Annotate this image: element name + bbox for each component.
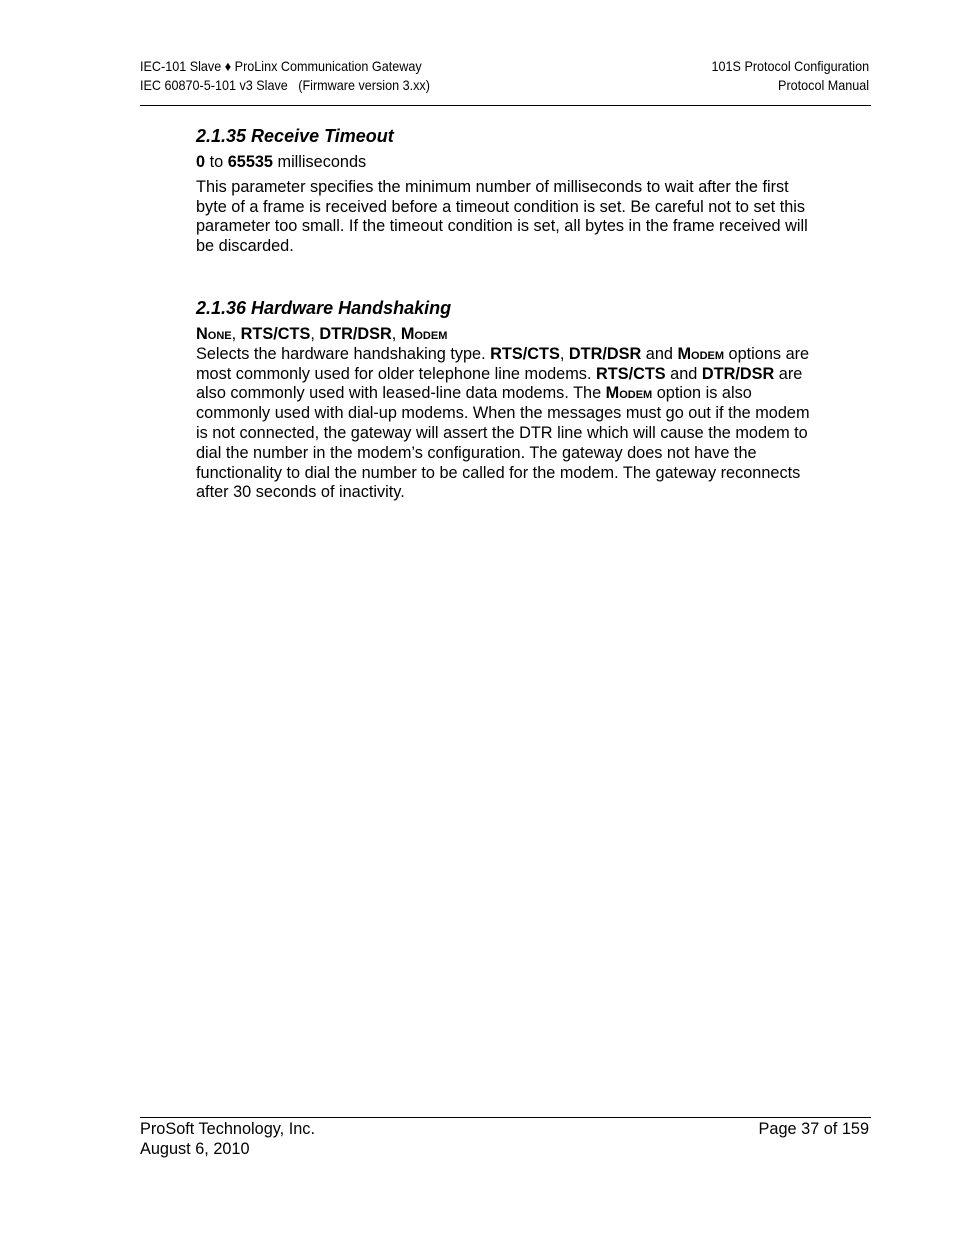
text-run: options are most commonly used for older telephone line modems. [196, 344, 814, 383]
term-rts-cts: RTS/CTS [490, 344, 560, 363]
term-dtr-dsr: DTR/DSR [701, 364, 775, 383]
term-dtr-dsr: DTR/DSR [568, 344, 642, 363]
option-none: None [196, 324, 232, 343]
footer-left [140, 1120, 315, 1159]
term-modem: Modem [605, 384, 653, 403]
footer-date: August 6, 2010 [140, 1139, 250, 1158]
term-modem: Modem [677, 344, 725, 363]
header-right [711, 57, 869, 95]
option-rts-cts: RTS/CTS [240, 324, 311, 343]
option-separator: , [231, 324, 241, 343]
range-unit: milliseconds [272, 153, 367, 171]
term-rts-cts: RTS/CTS [596, 364, 666, 383]
text-run: Selects the hardware handshaking type. [196, 344, 491, 363]
page-header [140, 57, 871, 106]
handshaking-options [196, 325, 816, 345]
range-to: to [205, 153, 228, 171]
text-run: option is also commonly used with dial-up modems. When the messages must go out if the modem is not connected, the gateway will assert the DTR line which will cause the modem to dial the number in the modem’s configuration. The gateway does not have the functionality to dial the number to be called for the modem. The gateway reconnects after 30 seconds of inactivity. [196, 384, 815, 502]
footer-company: ProSoft Technology, Inc. [140, 1120, 315, 1138]
header-product-title: IEC-101 Slave ♦ ProLinx Communication Gateway [140, 58, 422, 74]
text-run: and [641, 344, 678, 363]
option-dtr-dsr: DTR/DSR [319, 324, 392, 343]
page-footer [140, 1117, 871, 1158]
page-content [196, 124, 816, 503]
option-separator: , [391, 324, 401, 343]
header-left [140, 57, 430, 95]
section-heading-receive-timeout: 2.1.35 Receive Timeout [196, 126, 394, 146]
text-run: , [559, 344, 569, 363]
option-separator: , [310, 324, 320, 343]
text-run: are also commonly used with leased-line data modems. The [196, 364, 807, 403]
hardware-handshaking-description [196, 345, 816, 503]
text-run: and [665, 364, 702, 383]
header-manual-title: Protocol Manual [777, 77, 869, 93]
section-heading-hardware-handshaking: 2.1.36 Hardware Handshaking [196, 297, 452, 318]
receive-timeout-description: This parameter specifies the minimum number of milliseconds to wait after the first byte of a frame is received before a timeout condition is set. Be careful not to set this parameter too small. If the timeout condition is set, all bytes in the frame received will be discarded. [196, 177, 808, 256]
range-min: 0 [196, 153, 206, 171]
header-product-subtitle: IEC 60870-5-101 v3 Slave (Firmware version 3.xx) [140, 77, 430, 93]
range-max: 65535 [227, 153, 273, 171]
header-chapter-title: 101S Protocol Configuration [711, 58, 869, 74]
footer-page-number: Page 37 of 159 [758, 1120, 869, 1138]
option-modem: Modem [400, 324, 448, 343]
receive-timeout-range [196, 153, 816, 173]
